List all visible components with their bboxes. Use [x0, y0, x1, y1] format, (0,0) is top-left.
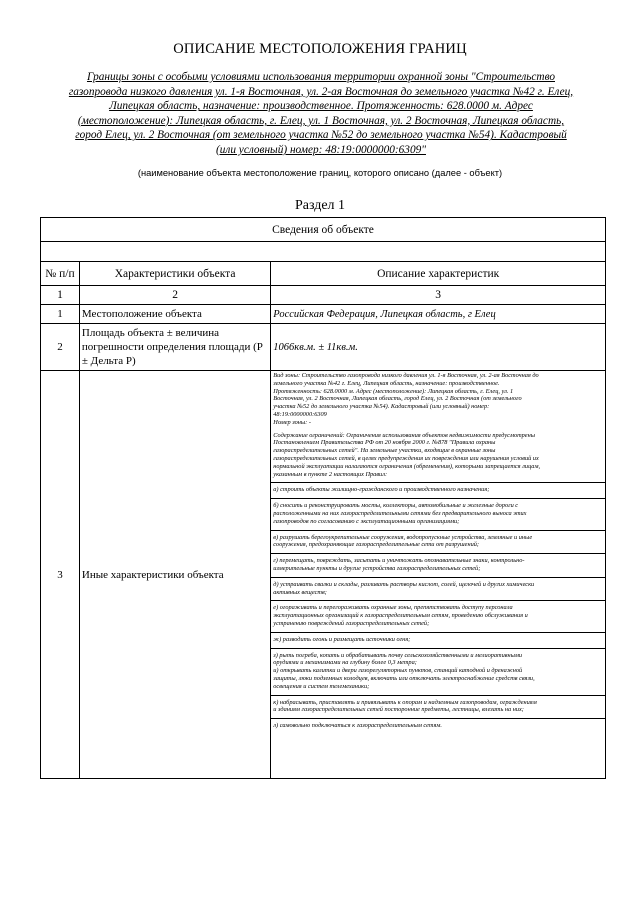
zone-type-line: Восточная, ул. 2 Восточная, Липецкая область, город Елец, ул. 2 Восточная (от земельного — [273, 395, 522, 403]
row-description: Российская Федерация, Липецкая область, г Елец — [271, 305, 606, 324]
subject-line: город Елец, ул. 2 Восточная (от земельного участка №52 до земельного участка №54). Кадастровый — [75, 129, 567, 142]
restriction-item-line: л) самовольно подключаться к газораспределительным сетям. — [273, 722, 442, 730]
object-subject — [56, 70, 586, 158]
divider — [271, 632, 605, 633]
subject-line: Липецкая область, назначение: производственное. Протяженность: 628.0000 м. Адрес — [109, 100, 533, 113]
restriction-item-line: з) рыть погреба, копать и обрабатывать почву сельскохозяйственными и мелиоративными — [273, 651, 523, 659]
column-header-number: № п/п — [41, 262, 80, 286]
restriction-item-line: в) разрушать берегоукрепительные сооружения, водопропускные устройства, земляные и иные — [273, 533, 533, 541]
restriction-item-line: к) набрасывать, приставлять и привязывать к опорам и надземным газопроводам, ограждениям — [273, 698, 537, 706]
divider — [271, 577, 605, 578]
subject-line: Границы зоны с особыми условиями использования территории охранной зоны "Строительство — [86, 71, 555, 83]
document-title: ОПИСАНИЕ МЕСТОПОЛОЖЕНИЯ ГРАНИЦ — [173, 41, 467, 57]
divider — [271, 695, 605, 696]
restriction-item-line: сооружения, предохраняющие газораспределительные сети от разрушений; — [273, 541, 479, 549]
restriction-item-line: активных веществ; — [273, 588, 327, 596]
column-number-2: 2 — [79, 286, 270, 305]
restrictions-line: газораспределительных сетей". На земельные участки, входящие в охранные зоны — [273, 447, 496, 455]
restriction-item-line: защиты, люки подземных колодцев, включать или отключать электроснабжение средств связи, — [273, 674, 535, 682]
row-characteristic: Иные характеристики объекта — [79, 371, 270, 779]
restriction-item-line: а) строить объекты жилищно-гражданского и производственного назначения; — [273, 486, 490, 494]
row-number: 2 — [41, 324, 80, 371]
restriction-item-line: расположенными на них газораспределительными сетями без предварительного выноса этих — [273, 509, 527, 517]
column-number-1: 1 — [41, 286, 80, 305]
column-header-description: Описание характеристик — [271, 262, 606, 286]
row-description: 1066кв.м. ± 11кв.м. — [271, 324, 606, 371]
row-number: 1 — [41, 305, 80, 324]
subject-line: (или условный) номер: 48:19:0000000:6309" — [216, 143, 426, 156]
restriction-item-line: устранению повреждений газораспределительных сетей; — [273, 619, 430, 627]
object-caption: (наименование объекта местоположение границ, которого описано (далее - объект) — [137, 168, 503, 178]
restrictions-line: указанным в пункте 2 настоящих Правил: — [273, 470, 388, 478]
table-empty-row — [41, 242, 606, 262]
divider — [271, 553, 605, 554]
restriction-item-line: измерительные пункты и другие устройства газораспределительных сетей; — [273, 564, 481, 572]
zone-type-line: Вид зоны: Строительство газопровода низкого давления ул. 1-я Восточная, ул. 2-ая Восточная до — [273, 372, 539, 379]
restriction-item-line: освещения и систем телемеханики; — [273, 682, 370, 690]
zone-type-line: участка №52 до земельного участка №54). Кадастровый (или условный) номер: — [273, 403, 490, 411]
divider — [271, 498, 605, 499]
object-info-table — [40, 217, 606, 779]
restriction-item-line: ж) разводить огонь и размещать источники огня; — [273, 635, 411, 643]
divider — [271, 718, 605, 719]
restriction-item-line: б) сносить и реконструировать мосты, коллекторы, автомобильные и железные дороги с — [273, 502, 519, 510]
zone-type-line: Протяженность: 628.0000 м. Адрес (местоположение): Липецкая область, г. Елец, ул. 1 — [273, 387, 514, 395]
subject-line: (местоположение): Липецкая область, г. Елец, ул. 1 Восточная, ул. 2 Восточная, Липецкая область, — [77, 114, 565, 127]
restriction-item-line: орудиями и механизмами на глубину более 0,3 метра; — [273, 659, 417, 667]
zone-number-line: Номер зоны: - — [273, 418, 311, 426]
restriction-item-line: и зданиям газораспределительных сетей посторонние предметы, лестницы, влезать на них; — [273, 706, 524, 714]
zone-type-line: 48:19:0000000:6309 — [273, 410, 327, 418]
divider — [271, 530, 605, 531]
restriction-item-line: газопроводов по согласованию с эксплуатационными организациями; — [273, 517, 460, 525]
row-number: 3 — [41, 371, 80, 779]
restriction-item-line: г) перемещать, повреждать, засыпать и уничтожать опознавательные знаки, контрольно- — [273, 557, 525, 565]
divider — [271, 482, 605, 483]
column-number-3: 3 — [271, 286, 606, 305]
row-description-other — [271, 371, 606, 779]
divider — [271, 648, 605, 649]
restriction-item-line: эксплуатационных организаций к газораспределительным сетям, проведению обслуживания и — [273, 612, 528, 620]
restrictions-line: нормальной эксплуатации налагаются ограничения (обременения), которыми запрещается лицам, — [273, 462, 541, 470]
column-header-characteristic: Характеристики объекта — [79, 262, 270, 286]
row-characteristic: Площадь объекта ± величина погрешности определения площади (Р ± Дельта Р) — [79, 324, 270, 371]
restrictions-line: Постановлением Правительства РФ от 20 ноября 2000 г. №878 "Правила охраны — [273, 439, 496, 447]
restriction-item-line: д) устраивать свалки и склады, разливать растворы кислот, солей, щелочей и других химически — [273, 580, 535, 588]
table-row — [41, 371, 606, 779]
table-row — [41, 305, 606, 324]
section-title: Раздел 1 — [294, 198, 346, 213]
table-title: Сведения об объекте — [41, 218, 606, 242]
row-characteristic: Местоположение объекта — [79, 305, 270, 324]
divider — [271, 600, 605, 601]
restriction-item-line: е) огораживать и перегораживать охранные зоны, препятствовать доступу персонала — [273, 604, 513, 612]
restrictions-line: газораспределительных сетей, в целях предупреждения их повреждения или нарушения условий их — [273, 454, 539, 462]
zone-type-line: земельного участка №42 г. Елец, Липецкая область, назначение: производственное. — [273, 379, 500, 387]
subject-line: газопровода низкого давления ул. 1-я Восточная, ул. 2-ая Восточная до земельного участка №42 г. Елец, — [68, 85, 574, 98]
restrictions-line: Содержание ограничений: Ограничения использования объектов недвижимости предусмотрены — [273, 431, 535, 439]
restriction-item-line: и) открывать калитки и двери газорегуляторных пунктов, станций катодной и дренажной — [273, 667, 523, 675]
table-row — [41, 324, 606, 371]
